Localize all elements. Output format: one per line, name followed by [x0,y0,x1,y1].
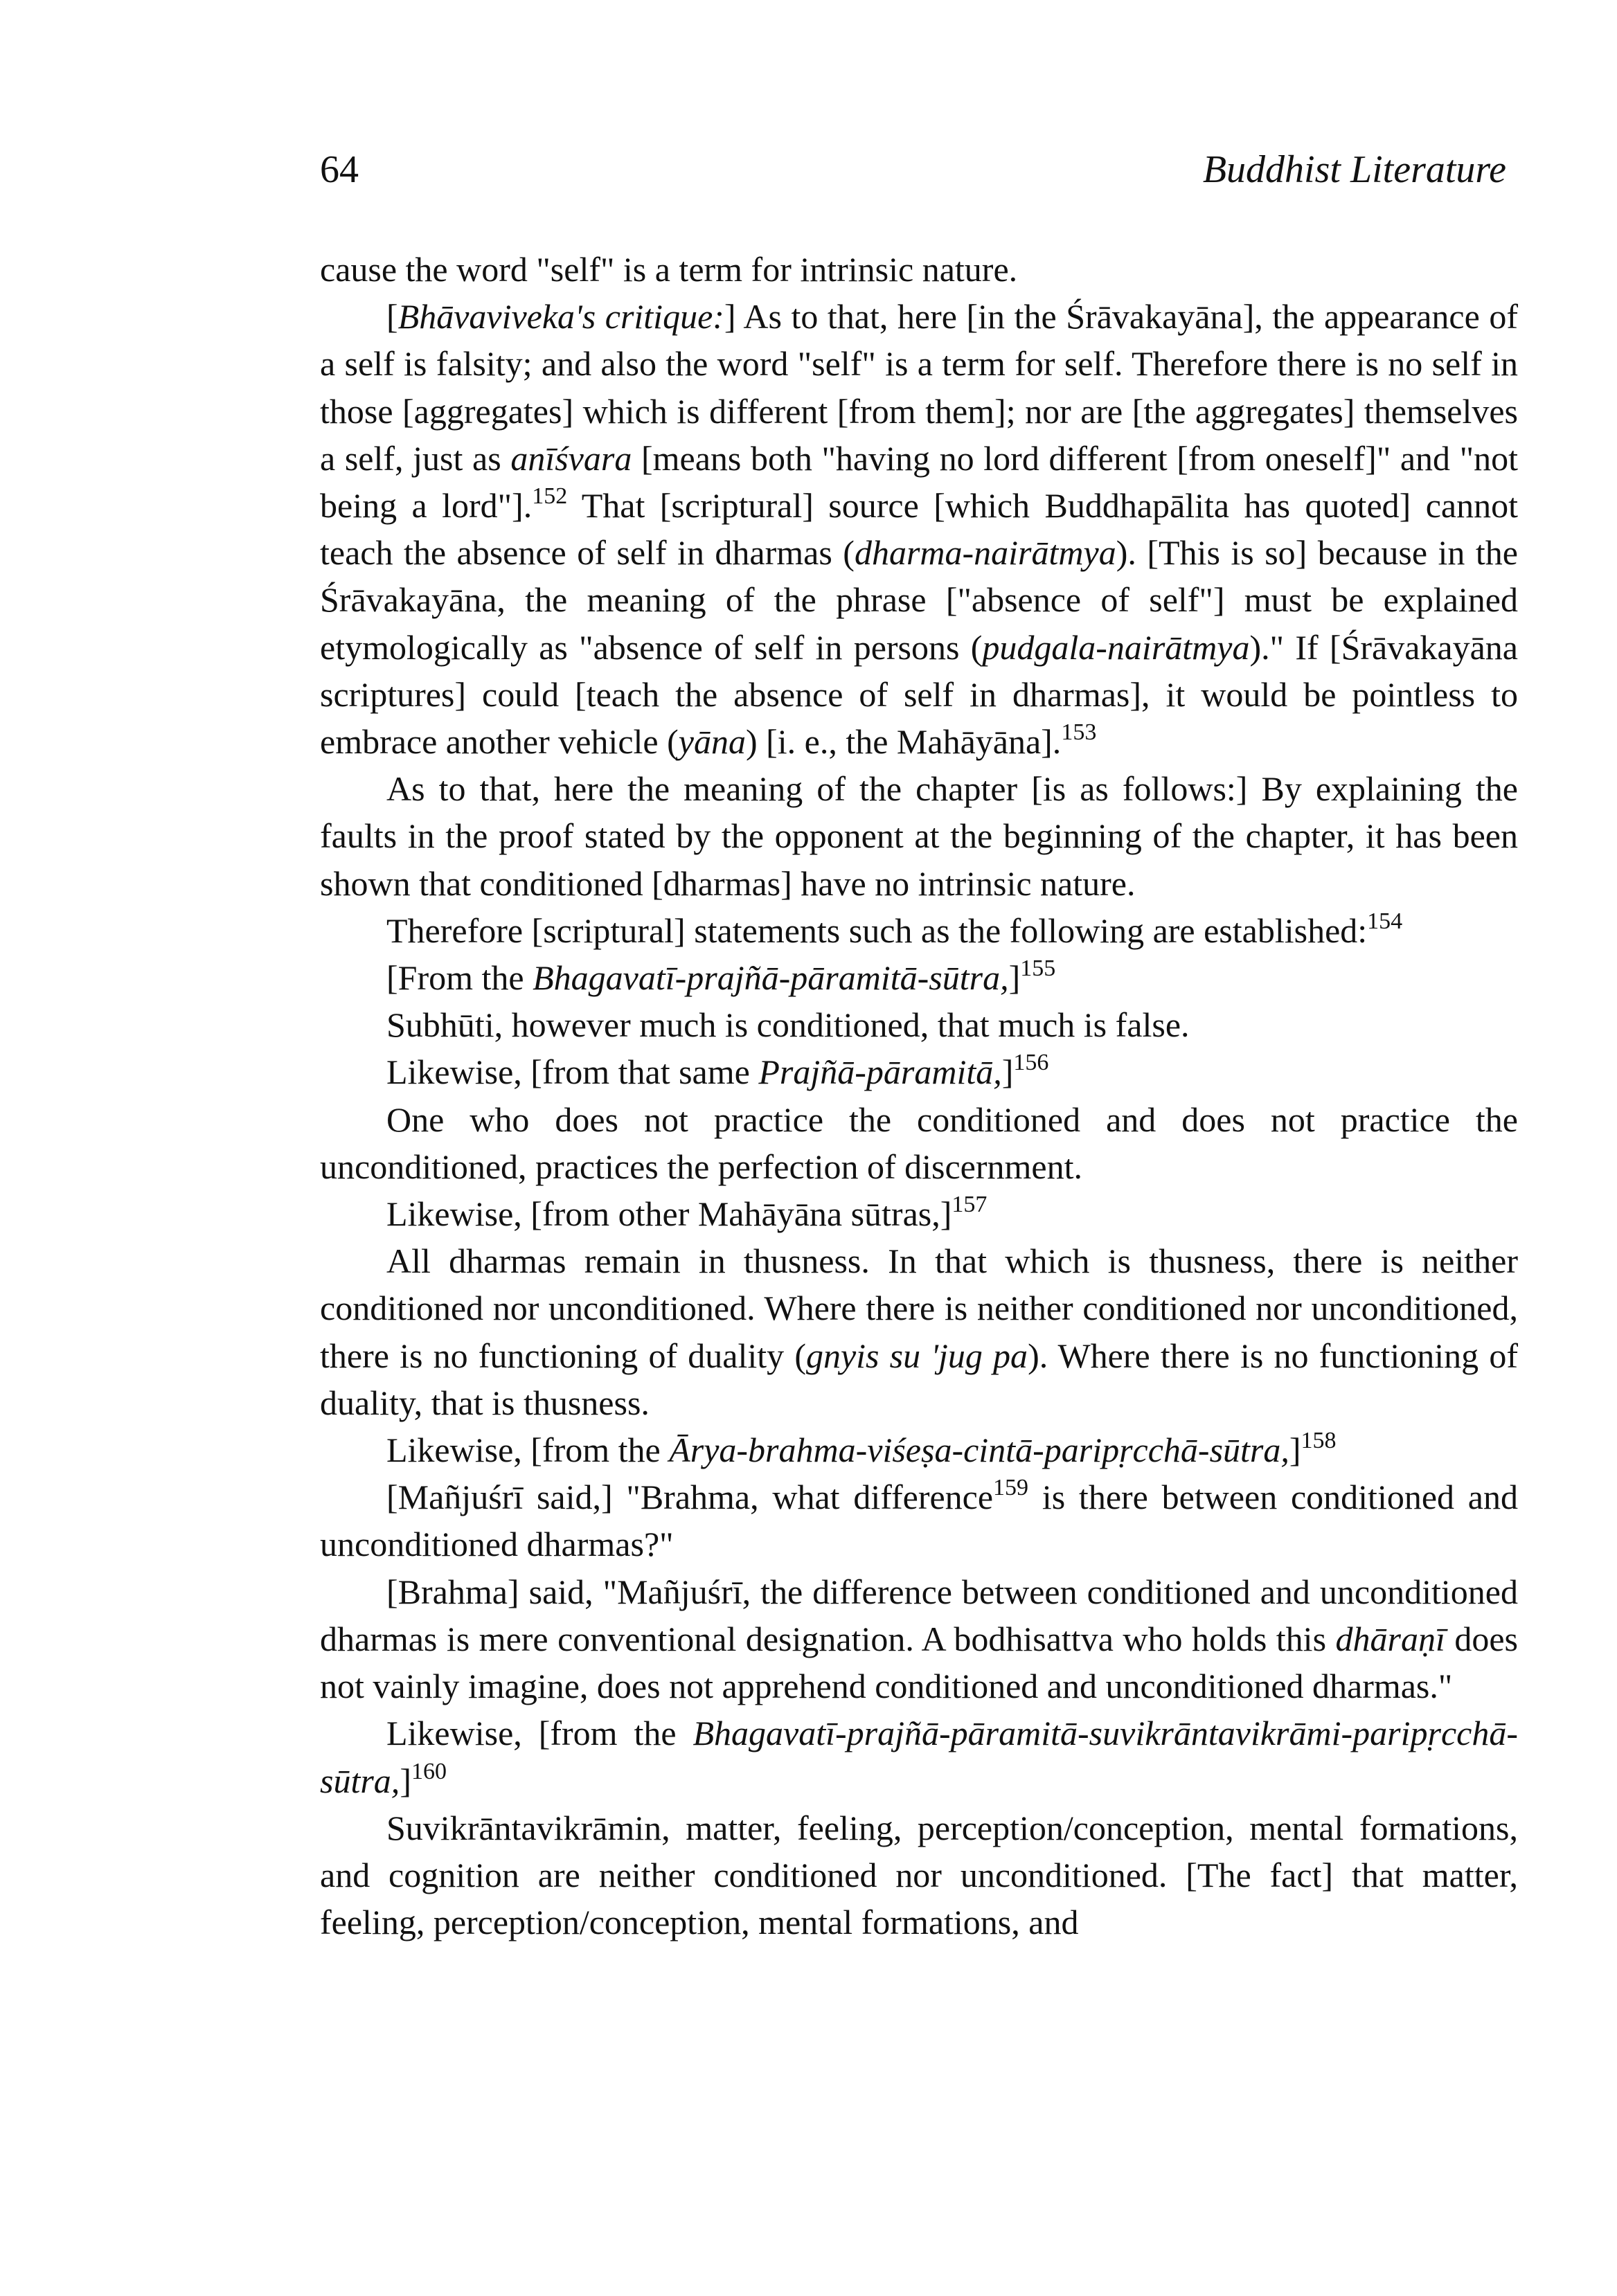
italic-run: yāna [678,722,746,762]
paragraph-source-bhagavati [320,954,1518,1001]
paragraph-statements-established [320,907,1518,954]
italic-run: dhāraṇī [1335,1619,1445,1658]
italic-run: Ārya-brahma-viśeṣa-cintā-paripṛcchā-sūtra, [669,1430,1289,1470]
body-text [320,246,1518,1946]
text-run: Subhūti, however much is conditioned, that much is false. [386,1005,1190,1045]
footnote-ref: 156 [1013,1050,1049,1076]
text-run: [ [386,297,398,337]
text-run: [means both "having no lord different [from oneself]" and "not being a lord"]. [320,438,1519,526]
text-run: All dharmas remain in thusness. In that which is thusness, there is neither conditioned nor unconditioned. Where there is neither conditioned nor unconditioned, there is no functioning of duality ( [320,1241,1518,1375]
text-run: As to that, here the meaning of the chapter [is as follows:] By explaining the faults in the proof stated by the opponent at the beginning of the chapter, it has been shown that conditioned [dharmas] have no intrinsic nature. [320,769,1518,903]
paragraph-bhavaviveka-critique [320,293,1518,765]
italic-run: pudgala-nairātmya [982,627,1250,667]
footnote-ref: 155 [1020,956,1056,982]
paragraph-quote-manjusri [320,1473,1518,1568]
text-run: Likewise, [from the [386,1714,693,1753]
text-run: ). Where there is no functioning of duality, that is thusness. [320,1336,1518,1422]
running-head: Buddhist Literature [1202,148,1506,191]
text-run: ) [i. e., the Mahāyāna]. [745,722,1062,762]
footnote-ref: 158 [1301,1428,1337,1454]
paragraph-chapter-meaning [320,765,1518,907]
text-run: does not vainly imagine, does not apprehend conditioned and unconditioned dharmas." [320,1619,1518,1706]
paragraph-quote-subhuti [320,1001,1518,1048]
footnote-ref: 159 [993,1475,1029,1501]
text-run: ] [400,1761,411,1800]
page-number: 64 [320,148,359,191]
text-run: Likewise, [from the [386,1430,670,1470]
italic-run: dharma-nairātmya [854,533,1116,573]
footnote-ref: 160 [411,1758,447,1784]
text-run: [Mañjuśrī said,] "Brahma, what difference [386,1478,994,1517]
footnote-ref: 154 [1367,908,1403,934]
paragraph-quote-thusness [320,1237,1518,1426]
text-run: That [scriptural] source [which Buddhapālita has quoted] cannot teach the absence of self in dharmas ( [320,486,1518,573]
footnote-ref: 153 [1061,719,1097,746]
text-run: [Brahma] said, "Mañjuśrī, the difference between conditioned and unconditioned dharmas is mere conventional designation. A bodhisattva who holds this [320,1572,1518,1658]
text-run: )." If [Śrāvakayāna scriptures] could [teach the absence of self in dharmas], it would be pointless to embrace another vehicle ( [320,627,1518,762]
paragraph-source-suvikranta [320,1710,1518,1804]
text-run: ] [1001,1052,1014,1092]
footnote-ref: 157 [952,1192,988,1218]
text-run: [From the [386,958,533,998]
text-run: Likewise, [from other Mahāyāna sūtras,] [386,1194,952,1234]
text-run: Therefore [scriptural] statements such as the following are established: [386,911,1368,950]
text-run: ). [This is so] because in the Śrāvakayāna, the meaning of the phrase ["absence of self"] must be explained etymologically as "absence of self in persons ( [320,533,1518,667]
italic-run: Bhāvaviveka's critique: [397,297,724,337]
italic-run: gnyis su 'jug pa [805,1336,1028,1375]
text-run: ] [1289,1430,1301,1470]
text-run: cause the word "self" is a term for intrinsic nature. [320,250,1018,289]
footnote-ref: 152 [532,483,568,510]
paragraph-continuation [320,246,1518,293]
paragraph-quote-suvikrantavikramin [320,1804,1518,1946]
paragraph-source-arya-brahma [320,1426,1518,1473]
text-run: Suvikrāntavikrāmin, matter, feeling, perception/conception, mental formations, and cognition are neither conditioned nor unconditioned. [The fact] that matter, feeling, perception/conception, mental formations, and [320,1808,1518,1942]
paragraph-quote-perfection [320,1096,1518,1190]
paragraph-quote-brahma [320,1568,1518,1710]
paragraph-source-mahayana-sutras [320,1190,1518,1237]
italic-run: anīśvara [510,438,632,478]
text-run: ] [1008,958,1021,998]
italic-run: Prajñā-pāramitā, [758,1052,1002,1092]
text-run: ] As to that, here [in the Śrāvakayāna], the appearance of a self is falsity; and also the word "self" is a term for self. Therefore there is no self in those [aggregates] which is different [from them]; nor are [the aggregates] themselves a self, just as [320,297,1518,478]
text-run: Likewise, [from that same [386,1052,759,1092]
italic-run: Bhagavatī-prajñā-pāramitā-suvikrāntavikrāmi-paripṛcchā-sūtra, [320,1714,1518,1800]
italic-run: Bhagavatī-prajñā-pāramitā-sūtra, [533,958,1009,998]
text-run: One who does not practice the conditioned and does not practice the unconditioned, practices the perfection of discernment. [320,1100,1518,1186]
paragraph-source-prajna-paramita [320,1048,1518,1095]
text-run: is there between conditioned and unconditioned dharmas?" [320,1478,1518,1564]
